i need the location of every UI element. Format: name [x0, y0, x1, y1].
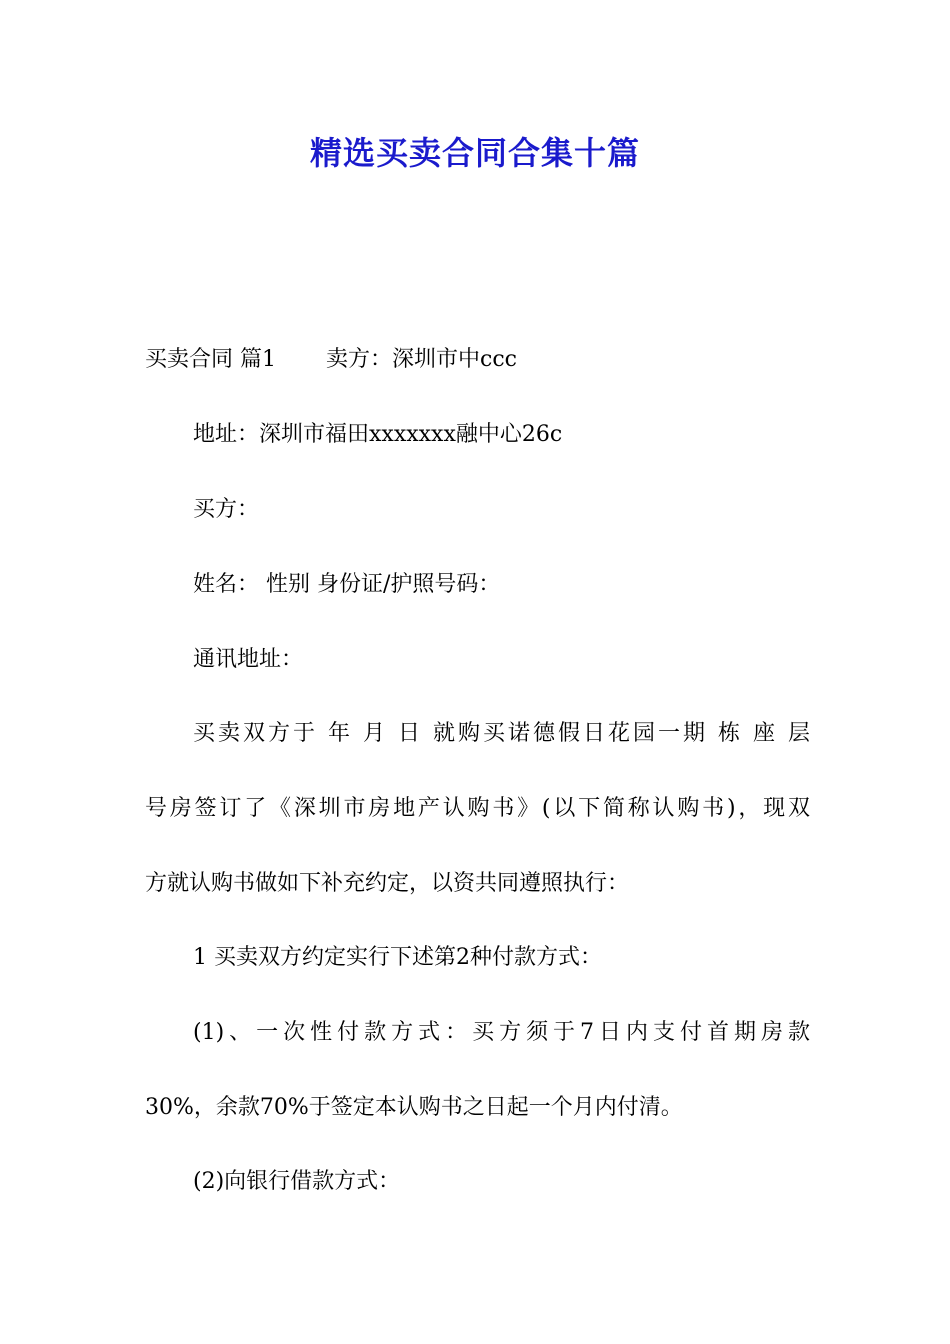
- paragraph-line: 买卖双方于 年 月 日 就购买诺德假日花园一期 栋 座 层: [193, 721, 810, 746]
- clause-line: (1)、一次性付款方式：买方须于7日内支付首期房款: [193, 1020, 810, 1045]
- buyer-id-line: 姓名： 性别 身份证/护照号码：: [193, 572, 501, 597]
- seller-name: 卖方：深圳市中ccc: [326, 347, 517, 372]
- paragraph-line: 号房签订了《深圳市房地产认购书》(以下简称认购书)，现双: [145, 796, 810, 821]
- buyer-label: 买方：: [193, 497, 260, 522]
- paragraph-line: 方就认购书做如下补充约定，以资共同遵照执行：: [145, 871, 630, 896]
- contract-heading: 买卖合同 篇1: [145, 347, 276, 372]
- document-title: 精选买卖合同合集十篇: [309, 134, 640, 172]
- seller-address: 地址：深圳市福田xxxxxxx融中心26c: [193, 422, 563, 447]
- clause-line: 1 买卖双方约定实行下述第2种付款方式：: [193, 945, 602, 970]
- buyer-address: 通讯地址：: [193, 647, 304, 672]
- clause-line: (2)向银行借款方式：: [193, 1169, 401, 1194]
- line-heading: [145, 345, 810, 375]
- clause-line: 30%，余款70%于签定本认购书之日起一个月内付清。: [145, 1095, 683, 1120]
